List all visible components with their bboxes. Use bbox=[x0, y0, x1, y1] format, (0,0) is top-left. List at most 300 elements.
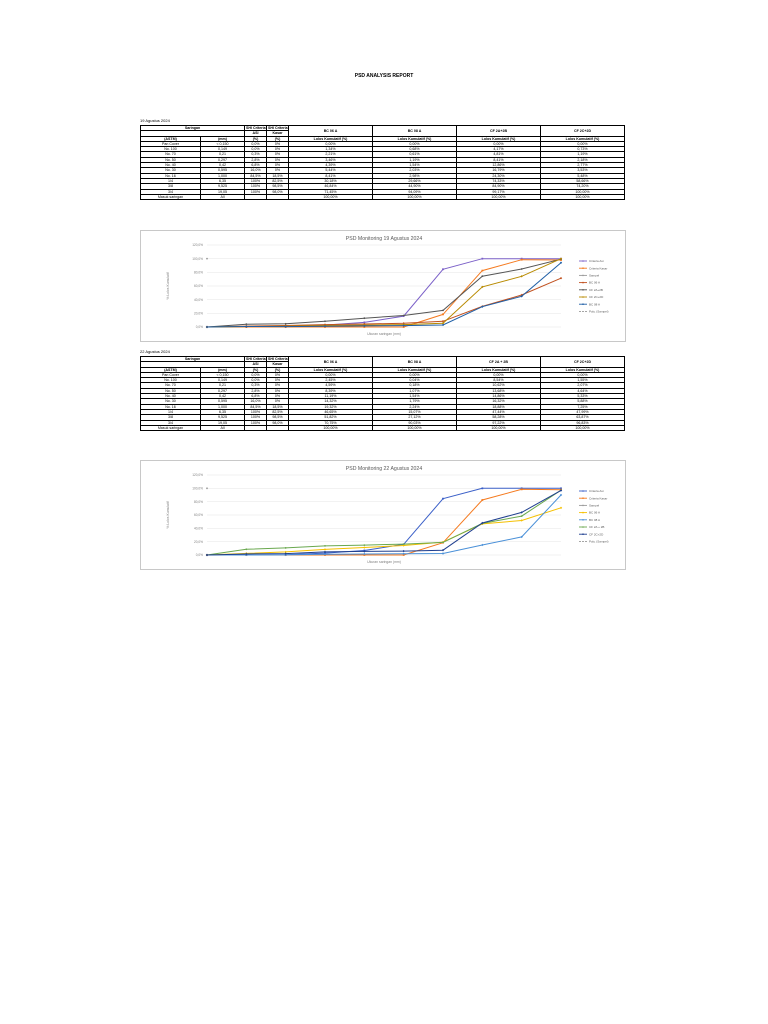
cell-lolos: 94,09% bbox=[373, 189, 457, 194]
legend-marker bbox=[582, 282, 584, 284]
header-sample: CF 2C+2D bbox=[541, 126, 625, 137]
y-tick-label: 0,0% bbox=[195, 553, 203, 558]
legend-label: CF 2A+2B bbox=[589, 287, 603, 292]
cell-lolos: 100,00% bbox=[373, 425, 457, 430]
cell-lolos: 5,33% bbox=[541, 394, 625, 399]
cell-astm: 3/8 bbox=[141, 184, 201, 189]
cell-lolos: 0,73% bbox=[541, 147, 625, 152]
header-lolos: Lolos Kumulatif (%) bbox=[289, 367, 373, 372]
legend-label: CF 2C+2D bbox=[589, 295, 604, 300]
cell-mm: 0,595 bbox=[201, 399, 245, 404]
cell-shi-kasar: 82,5% bbox=[267, 178, 289, 183]
cell-lolos: 0,00% bbox=[289, 141, 373, 146]
header-shi-asi: SHI Criteria bbox=[246, 126, 266, 130]
legend-label: BC 06 A bbox=[589, 510, 601, 515]
legend-marker bbox=[582, 526, 584, 528]
cell-lolos: 2,77% bbox=[541, 163, 625, 168]
data-point-cf-2a-2b bbox=[285, 323, 287, 325]
cell-lolos: 16,32% bbox=[457, 399, 541, 404]
legend-marker bbox=[582, 267, 584, 269]
cell-shi-kasar: 0% bbox=[267, 372, 289, 377]
header-mm: (mm) bbox=[201, 136, 245, 141]
data-point-cf-2a-2b bbox=[363, 544, 365, 546]
header-sample: BC 06 A bbox=[289, 126, 373, 137]
cell-shi-asi: 100% bbox=[245, 415, 267, 420]
cell-lolos: 24,30% bbox=[457, 173, 541, 178]
table-footer-row bbox=[141, 425, 625, 430]
data-point-bc-08-a bbox=[442, 552, 444, 554]
data-point-cf-2a-2b bbox=[521, 268, 523, 270]
cell-lolos: 15,07% bbox=[373, 409, 457, 414]
legend-label: Poly. (Sampel) bbox=[589, 539, 609, 544]
legend-label: Sampel bbox=[589, 503, 600, 508]
cell-lolos: 46,65% bbox=[289, 409, 373, 414]
legend-label: Sampel bbox=[589, 273, 600, 278]
cell-lolos: 1,19% bbox=[541, 152, 625, 157]
header-mm: (mm) bbox=[201, 367, 245, 372]
cell-lolos: 100,00% bbox=[541, 189, 625, 194]
cell-lolos: 47,99% bbox=[541, 409, 625, 414]
cell-lolos: 18,88% bbox=[457, 404, 541, 409]
x-axis-label: Ukuran saringan (mm) bbox=[367, 560, 401, 564]
cell-shi-kasar: 0% bbox=[267, 383, 289, 388]
legend-marker bbox=[582, 260, 584, 262]
data-point-cf-2a-2b bbox=[403, 315, 405, 317]
cell-lolos: 58,28% bbox=[457, 415, 541, 420]
cell-blank bbox=[245, 425, 267, 430]
cell-lolos: 96,83% bbox=[541, 420, 625, 425]
psd-table bbox=[140, 125, 625, 200]
table-footer-row bbox=[141, 194, 625, 199]
legend-marker bbox=[582, 490, 584, 492]
legend-marker bbox=[582, 519, 584, 521]
data-point-criteria-asi bbox=[442, 268, 444, 270]
legend-marker bbox=[582, 289, 584, 291]
cell-mm: 0,297 bbox=[201, 157, 245, 162]
cell-lolos: 2,07% bbox=[541, 383, 625, 388]
y-tick-label: 100,0% bbox=[192, 256, 203, 261]
x-axis-label: Ukuran saringan (mm) bbox=[367, 332, 401, 336]
cell-lolos: 8,41% bbox=[289, 173, 373, 178]
cell-astm: No. 70 bbox=[141, 383, 201, 388]
header-saringan: Saringan bbox=[141, 357, 245, 362]
data-point-criteria-asi bbox=[442, 498, 444, 500]
legend-label: BC 08 A bbox=[589, 302, 601, 307]
cell-mm: 6,35 bbox=[201, 409, 245, 414]
cell-lolos: 27,12% bbox=[373, 415, 457, 420]
cell-shi-kasar: 98,5% bbox=[267, 184, 289, 189]
data-point-cf-2a-2b bbox=[245, 548, 247, 550]
legend-label: Poly. (Sampel) bbox=[589, 309, 609, 314]
header-shi-asi-sub: ASI bbox=[245, 362, 267, 367]
data-point-bc-06-a bbox=[560, 507, 562, 509]
cell-mm: 0,21 bbox=[201, 152, 245, 157]
chart-svg bbox=[141, 231, 625, 341]
data-point-cf-2a-2b bbox=[481, 275, 483, 277]
legend-marker bbox=[582, 497, 584, 499]
header-lolos: Lolos Kumulatif (%) bbox=[289, 136, 373, 141]
cell-lolos: 1,54% bbox=[373, 394, 457, 399]
cell-shi-kasar: 18,5% bbox=[267, 404, 289, 409]
psd-chart bbox=[140, 230, 626, 342]
cell-mm: < 0,150 bbox=[201, 372, 245, 377]
y-tick-label: 0,0% bbox=[195, 325, 203, 330]
cell-lolos: 12,86% bbox=[457, 163, 541, 168]
legend-marker bbox=[582, 505, 584, 507]
cell-mm: 0,42 bbox=[201, 163, 245, 168]
y-axis-label: % Lolos Kumulatif bbox=[166, 272, 170, 300]
data-point-sampel bbox=[206, 487, 208, 489]
cell-shi-kasar: 0% bbox=[267, 141, 289, 146]
cell-lolos: 5,48% bbox=[541, 173, 625, 178]
header-unit: (%) bbox=[267, 367, 289, 372]
header-shi-kasar-sub: Kasar bbox=[267, 131, 289, 136]
cell-shi-asi: 0,0% bbox=[245, 147, 267, 152]
cell-lolos: 0,61% bbox=[373, 152, 457, 157]
series-line-cf-2a-2b bbox=[207, 259, 561, 327]
cell-mm: 0,21 bbox=[201, 383, 245, 388]
cell-lolos: 44,90% bbox=[373, 184, 457, 189]
cell-mm: All bbox=[201, 425, 245, 430]
header-lolos: Lolos Kumulatif (%) bbox=[541, 136, 625, 141]
cell-lolos: 51,82% bbox=[289, 415, 373, 420]
cell-lolos: 29,66% bbox=[373, 178, 457, 183]
cell-shi-kasar: 0% bbox=[267, 378, 289, 383]
cell-lolos: 2,45% bbox=[289, 378, 373, 383]
cell-lolos: 4,59% bbox=[289, 383, 373, 388]
cell-astm: Masuk saringan bbox=[141, 425, 201, 430]
y-tick-label: 20,0% bbox=[193, 311, 203, 316]
cell-lolos: 2,03% bbox=[373, 168, 457, 173]
cell-shi-kasar: 0% bbox=[267, 394, 289, 399]
legend-label: BC 08 A bbox=[589, 517, 601, 522]
data-point-cf-2a-2b bbox=[245, 323, 247, 325]
header-sample: CF 2A + 2B bbox=[457, 357, 541, 368]
cell-lolos: 100,00% bbox=[373, 194, 457, 199]
header-shi-kasar-sub: Kasar bbox=[267, 362, 289, 367]
cell-lolos: 71,45% bbox=[289, 189, 373, 194]
cell-mm: 0,42 bbox=[201, 394, 245, 399]
cell-shi-kasar: 98,0% bbox=[267, 420, 289, 425]
cell-lolos: 100,00% bbox=[541, 194, 625, 199]
cell-mm: 0,149 bbox=[201, 147, 245, 152]
data-point-criteria-kasar bbox=[481, 499, 483, 501]
cell-shi-kasar: 0% bbox=[267, 147, 289, 152]
data-point-criteria-kasar bbox=[442, 313, 444, 315]
cell-mm: All bbox=[201, 194, 245, 199]
cell-lolos: 16,79% bbox=[457, 168, 541, 173]
legend-label: Criteria Kasar bbox=[589, 266, 608, 271]
cell-shi-kasar: 0% bbox=[267, 388, 289, 393]
cell-lolos: 11,19% bbox=[289, 394, 373, 399]
cell-lolos: 1,19% bbox=[373, 157, 457, 162]
cell-shi-asi: 100% bbox=[245, 420, 267, 425]
cell-mm: 0,297 bbox=[201, 388, 245, 393]
header-lolos: Lolos Kumulatif (%) bbox=[457, 367, 541, 372]
data-point-criteria-kasar bbox=[481, 270, 483, 272]
cell-shi-asi: 100% bbox=[245, 178, 267, 183]
y-tick-label: 60,0% bbox=[193, 513, 203, 518]
cell-lolos: 7,25% bbox=[541, 404, 625, 409]
cell-mm: 9,525 bbox=[201, 184, 245, 189]
header-sample: BC 06 A bbox=[289, 357, 373, 368]
y-tick-label: 80,0% bbox=[193, 270, 203, 275]
cell-astm: 3/8 bbox=[141, 415, 201, 420]
header-unit: (%) bbox=[267, 136, 289, 141]
psd-table bbox=[140, 356, 625, 431]
cell-astm: No. 40 bbox=[141, 394, 201, 399]
y-tick-label: 100,0% bbox=[192, 486, 203, 491]
cell-shi-asi: 6,8% bbox=[245, 394, 267, 399]
cell-shi-kasar: 0% bbox=[267, 163, 289, 168]
cell-lolos: 13,68% bbox=[457, 388, 541, 393]
cell-mm: 19,05 bbox=[201, 189, 245, 194]
cell-astm: No. 70 bbox=[141, 152, 201, 157]
cell-shi-asi: 6,8% bbox=[245, 163, 267, 168]
cell-lolos: 4,39% bbox=[289, 163, 373, 168]
cell-lolos: 0,18% bbox=[373, 383, 457, 388]
cell-lolos: 0,68% bbox=[373, 147, 457, 152]
cell-mm: 1,000 bbox=[201, 404, 245, 409]
cell-astm: 3/4 bbox=[141, 189, 201, 194]
cell-lolos: 58,66% bbox=[541, 178, 625, 183]
cell-astm: 3/4 bbox=[141, 420, 201, 425]
data-point-cf-2a-2b bbox=[442, 542, 444, 544]
header-shi-kasar: SHI Criteria bbox=[268, 357, 288, 361]
cell-blank bbox=[267, 194, 289, 199]
legend-marker bbox=[582, 275, 584, 277]
header-astm: (ASTM) bbox=[141, 367, 201, 372]
cell-lolos: 5,44% bbox=[289, 168, 373, 173]
header-lolos: Lolos Kumulatif (%) bbox=[457, 136, 541, 141]
cell-lolos: 100,00% bbox=[289, 425, 373, 430]
cell-lolos: 63,87% bbox=[541, 415, 625, 420]
cell-astm: 1/4 bbox=[141, 178, 201, 183]
legend-label: CF 2C+2D bbox=[589, 532, 604, 537]
header-lolos: Lolos Kumulatif (%) bbox=[373, 136, 457, 141]
data-point-criteria-asi bbox=[481, 487, 483, 489]
cell-shi-asi: 100% bbox=[245, 189, 267, 194]
cell-shi-kasar: 98,5% bbox=[267, 415, 289, 420]
cell-lolos: 1,55% bbox=[541, 378, 625, 383]
y-tick-label: 120,0% bbox=[192, 473, 203, 478]
cell-lolos: 1,54% bbox=[373, 163, 457, 168]
cell-lolos: 8,54% bbox=[457, 378, 541, 383]
cell-shi-kasar: 0% bbox=[267, 399, 289, 404]
data-point-cf-2a-2b bbox=[442, 309, 444, 311]
cell-astm: Pan Cover bbox=[141, 372, 201, 377]
cell-astm: No. 30 bbox=[141, 399, 201, 404]
section-date: 22 Agustus 2024 bbox=[140, 349, 170, 354]
cell-astm: No. 100 bbox=[141, 378, 201, 383]
cell-lolos: 8,39% bbox=[289, 388, 373, 393]
report-title: PSD ANALYSIS REPORT bbox=[354, 73, 414, 79]
data-point-sampel bbox=[206, 258, 208, 260]
cell-shi-asi: 0,3% bbox=[245, 383, 267, 388]
chart-title: PSD Monitoring 22 Agustus 2024 bbox=[345, 466, 423, 472]
psd-chart bbox=[140, 460, 626, 570]
data-point-cf-2a-2b bbox=[363, 317, 365, 319]
cell-mm: 9,525 bbox=[201, 415, 245, 420]
data-point-criteria-kasar bbox=[521, 259, 523, 261]
cell-lolos: 47,44% bbox=[457, 409, 541, 414]
header-unit: (%) bbox=[245, 136, 267, 141]
y-tick-label: 80,0% bbox=[193, 499, 203, 504]
cell-shi-asi: 84,5% bbox=[245, 173, 267, 178]
cell-lolos: 74,20% bbox=[541, 184, 625, 189]
header-sample: CF 2C+2D bbox=[541, 357, 625, 368]
cell-shi-asi: 0,0% bbox=[245, 141, 267, 146]
header-astm: (ASTM) bbox=[141, 136, 201, 141]
y-tick-label: 120,0% bbox=[192, 243, 203, 248]
cell-shi-asi: 0,0% bbox=[245, 378, 267, 383]
cell-mm: 1,000 bbox=[201, 173, 245, 178]
cell-lolos: 0,00% bbox=[541, 372, 625, 377]
header-saringan: Saringan bbox=[141, 126, 245, 131]
header-shi-asi: SHI Criteria bbox=[246, 357, 266, 361]
cell-shi-asi: 100% bbox=[245, 184, 267, 189]
cell-shi-kasar: 18,5% bbox=[267, 173, 289, 178]
cell-lolos: 0,00% bbox=[289, 372, 373, 377]
cell-astm: Pan Cover bbox=[141, 141, 201, 146]
cell-astm: Masuk saringan bbox=[141, 194, 201, 199]
cell-shi-kasar: 0% bbox=[267, 152, 289, 157]
cell-lolos: 4,81% bbox=[457, 152, 541, 157]
cell-mm: 6,35 bbox=[201, 178, 245, 183]
cell-shi-kasar: 82,5% bbox=[267, 409, 289, 414]
data-point-bc-08-a bbox=[481, 544, 483, 546]
cell-lolos: 2,21% bbox=[289, 152, 373, 157]
cell-lolos: 3,46% bbox=[289, 157, 373, 162]
y-axis-label: % Lolos Kumulatif bbox=[166, 501, 170, 529]
header-unit: (%) bbox=[245, 367, 267, 372]
data-point-bc-06-a bbox=[363, 546, 365, 548]
cell-blank bbox=[267, 425, 289, 430]
cell-shi-asi: 100% bbox=[245, 409, 267, 414]
header-shi-asi-sub: ASI bbox=[245, 131, 267, 136]
data-point-cf-2a-2b bbox=[324, 320, 326, 322]
cell-lolos: 46,84% bbox=[289, 184, 373, 189]
cell-lolos: 0,00% bbox=[457, 372, 541, 377]
legend-marker bbox=[582, 533, 584, 535]
cell-lolos: 100,00% bbox=[541, 425, 625, 430]
cell-astm: No. 100 bbox=[141, 147, 201, 152]
header-lolos: Lolos Kumulatif (%) bbox=[541, 367, 625, 372]
cell-shi-asi: 84,5% bbox=[245, 404, 267, 409]
y-tick-label: 20,0% bbox=[193, 539, 203, 544]
legend-label: Criteria Asi bbox=[589, 259, 604, 264]
y-tick-label: 40,0% bbox=[193, 526, 203, 531]
header-sample: BC 08 A bbox=[373, 357, 457, 368]
cell-lolos: 70,75% bbox=[289, 420, 373, 425]
cell-shi-asi: 0,3% bbox=[245, 152, 267, 157]
cell-mm: 0,595 bbox=[201, 168, 245, 173]
header-sample: CF 2A+2B bbox=[457, 126, 541, 137]
cell-lolos: 0,00% bbox=[373, 141, 457, 146]
cell-shi-asi: 2,8% bbox=[245, 388, 267, 393]
data-point-bc-06-a bbox=[520, 519, 522, 521]
cell-shi-asi: 16,0% bbox=[245, 399, 267, 404]
cell-shi-kasar: 98,0% bbox=[267, 189, 289, 194]
legend-marker bbox=[582, 512, 584, 514]
cell-mm: < 0,150 bbox=[201, 141, 245, 146]
cell-lolos: 0,00% bbox=[457, 141, 541, 146]
cell-lolos: 100,00% bbox=[457, 425, 541, 430]
cell-astm: No. 30 bbox=[141, 168, 201, 173]
cell-lolos: 30,18% bbox=[289, 178, 373, 183]
cell-shi-asi: 16,0% bbox=[245, 168, 267, 173]
cell-lolos: 1,07% bbox=[373, 388, 457, 393]
cell-shi-kasar: 0% bbox=[267, 157, 289, 162]
cell-lolos: 74,33% bbox=[457, 178, 541, 183]
cell-lolos: 100,00% bbox=[457, 194, 541, 199]
section-date: 19 Agustus 2024 bbox=[140, 118, 170, 123]
cell-lolos: 0,00% bbox=[541, 141, 625, 146]
cell-astm: No. 50 bbox=[141, 388, 201, 393]
chart-title: PSD Monitoring 19 Agustus 2024 bbox=[345, 236, 423, 242]
data-point-cf-2a-2b bbox=[324, 545, 326, 547]
legend-label: Criteria Asi bbox=[589, 489, 604, 494]
cell-astm: No. 50 bbox=[141, 157, 201, 162]
cell-astm: No. 16 bbox=[141, 173, 201, 178]
cell-lolos: 2,18% bbox=[541, 157, 625, 162]
series-line-cf-2c-2d bbox=[207, 490, 561, 555]
y-tick-label: 60,0% bbox=[193, 284, 203, 289]
cell-lolos: 99,17% bbox=[457, 189, 541, 194]
cell-lolos: 14,86% bbox=[457, 394, 541, 399]
cell-lolos: 14,32% bbox=[289, 399, 373, 404]
cell-mm: 0,149 bbox=[201, 378, 245, 383]
cell-lolos: 3,53% bbox=[541, 168, 625, 173]
cell-lolos: 90,03% bbox=[373, 420, 457, 425]
cell-lolos: 2,98% bbox=[373, 173, 457, 178]
cell-lolos: 0,04% bbox=[373, 378, 457, 383]
legend-marker bbox=[582, 303, 584, 305]
legend-label: BC 06 A bbox=[589, 280, 601, 285]
cell-lolos: 4,64% bbox=[541, 388, 625, 393]
cell-lolos: 8,41% bbox=[457, 157, 541, 162]
legend-marker bbox=[582, 296, 584, 298]
cell-lolos: 10,62% bbox=[457, 383, 541, 388]
cell-astm: No. 16 bbox=[141, 404, 201, 409]
cell-astm: 1/4 bbox=[141, 409, 201, 414]
cell-lolos: 84,90% bbox=[457, 184, 541, 189]
data-point-cf-2a-2b bbox=[403, 543, 405, 545]
cell-lolos: 4,17% bbox=[457, 147, 541, 152]
cell-lolos: 19,32% bbox=[289, 404, 373, 409]
cell-lolos: 5,88% bbox=[541, 399, 625, 404]
data-point-cf-2a-2b bbox=[285, 547, 287, 549]
cell-shi-asi: 2,8% bbox=[245, 157, 267, 162]
cell-lolos: 0,00% bbox=[373, 372, 457, 377]
cell-lolos: 100,00% bbox=[289, 194, 373, 199]
data-point-cf-2a-2b bbox=[521, 515, 523, 517]
cell-shi-asi: 0,0% bbox=[245, 372, 267, 377]
cell-lolos: 2,24% bbox=[373, 404, 457, 409]
data-point-bc-06-a bbox=[324, 548, 326, 550]
data-point-criteria-kasar bbox=[521, 488, 523, 490]
cell-lolos: 97,22% bbox=[457, 420, 541, 425]
cell-blank bbox=[245, 194, 267, 199]
legend-label: Criteria Kasar bbox=[589, 496, 608, 501]
header-shi-kasar: SHI Criteria bbox=[268, 126, 288, 130]
y-tick-label: 40,0% bbox=[193, 297, 203, 302]
cell-mm: 19,05 bbox=[201, 420, 245, 425]
cell-shi-kasar: 0% bbox=[267, 168, 289, 173]
header-lolos: Lolos Kumulatif (%) bbox=[373, 367, 457, 372]
header-sample: BC 08 A bbox=[373, 126, 457, 137]
data-point-criteria-asi bbox=[481, 258, 483, 260]
